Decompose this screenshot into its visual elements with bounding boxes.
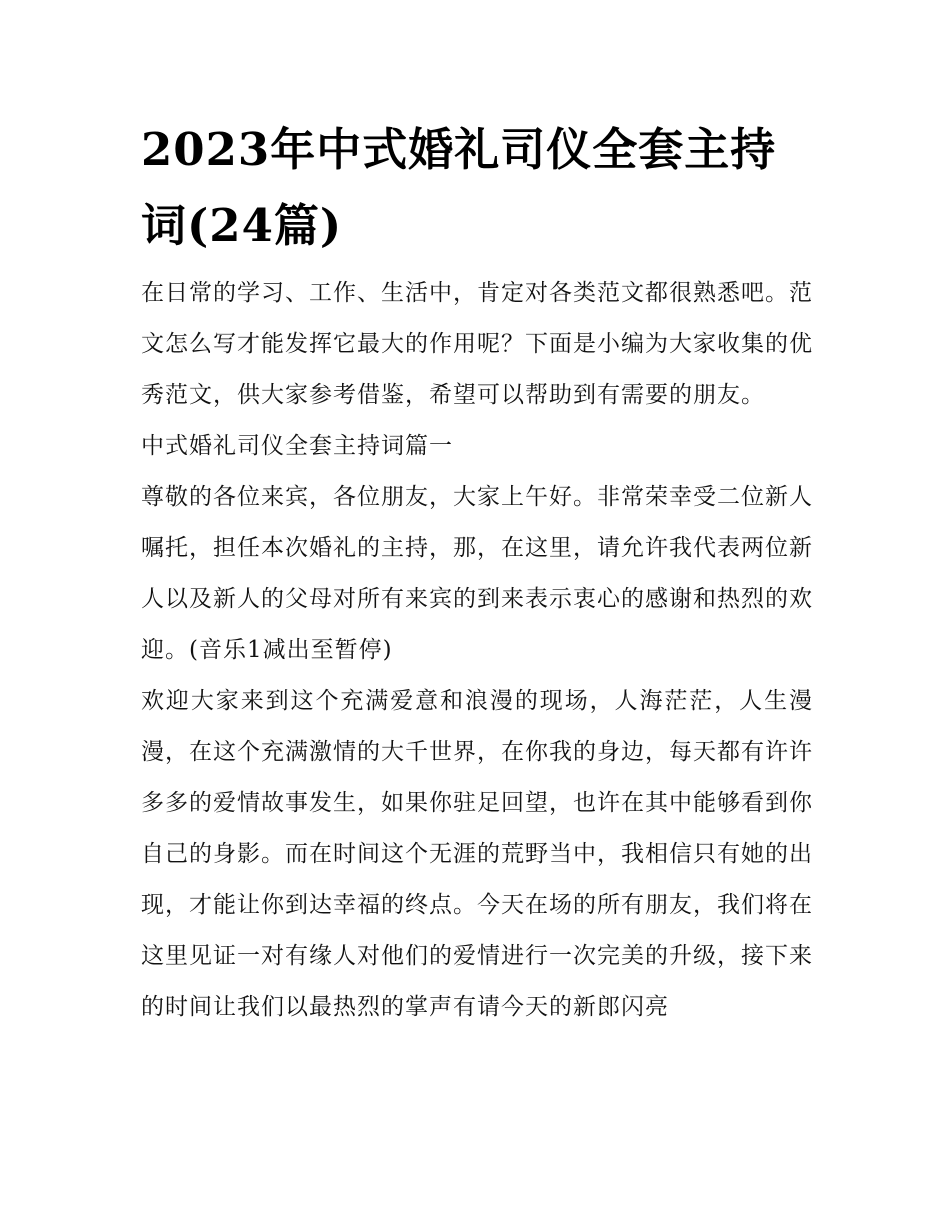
document-content — [141, 112, 813, 1033]
section-heading: 中式婚礼司仪全套主持词篇一 — [141, 433, 453, 459]
document-title: 2023年中式婚礼司仪全套主持词(24篇) — [141, 123, 777, 252]
document-body — [141, 268, 813, 1033]
welcome-paragraph: 欢迎大家来到这个充满爱意和浪漫的现场，人海茫茫，人生漫漫，在这个充满激情的大千世界，在你我的身边，每天都有许许多多的爱情故事发生，如果你驻足回望，也许在其中能够看到你自己的身影。而在时间这个无涯的荒野当中，我相信只有她的出现，才能让你到达幸福的终点。今天在场的所有朋友，我们将在这里见证一对有缘人对他们的爱情进行一次完美的升级，接下来的时间让我们以最热烈的掌声有请今天的新郎闪亮 — [141, 688, 813, 1020]
intro-paragraph: 在日常的学习、工作、生活中，肯定对各类范文都很熟悉吧。范文怎么写才能发挥它最大的作用呢？下面是小编为大家收集的优秀范文，供大家参考借鉴，希望可以帮助到有需要的朋友。 — [141, 280, 813, 408]
greeting-paragraph: 尊敬的各位来宾，各位朋友，大家上午好。非常荣幸受二位新人嘱托，担任本次婚礼的主持，那，在这里，请允许我代表两位新人以及新人的父母对所有来宾的到来表示衷心的感谢和热烈的欢迎。(音乐1减出至暂停) — [141, 484, 813, 663]
